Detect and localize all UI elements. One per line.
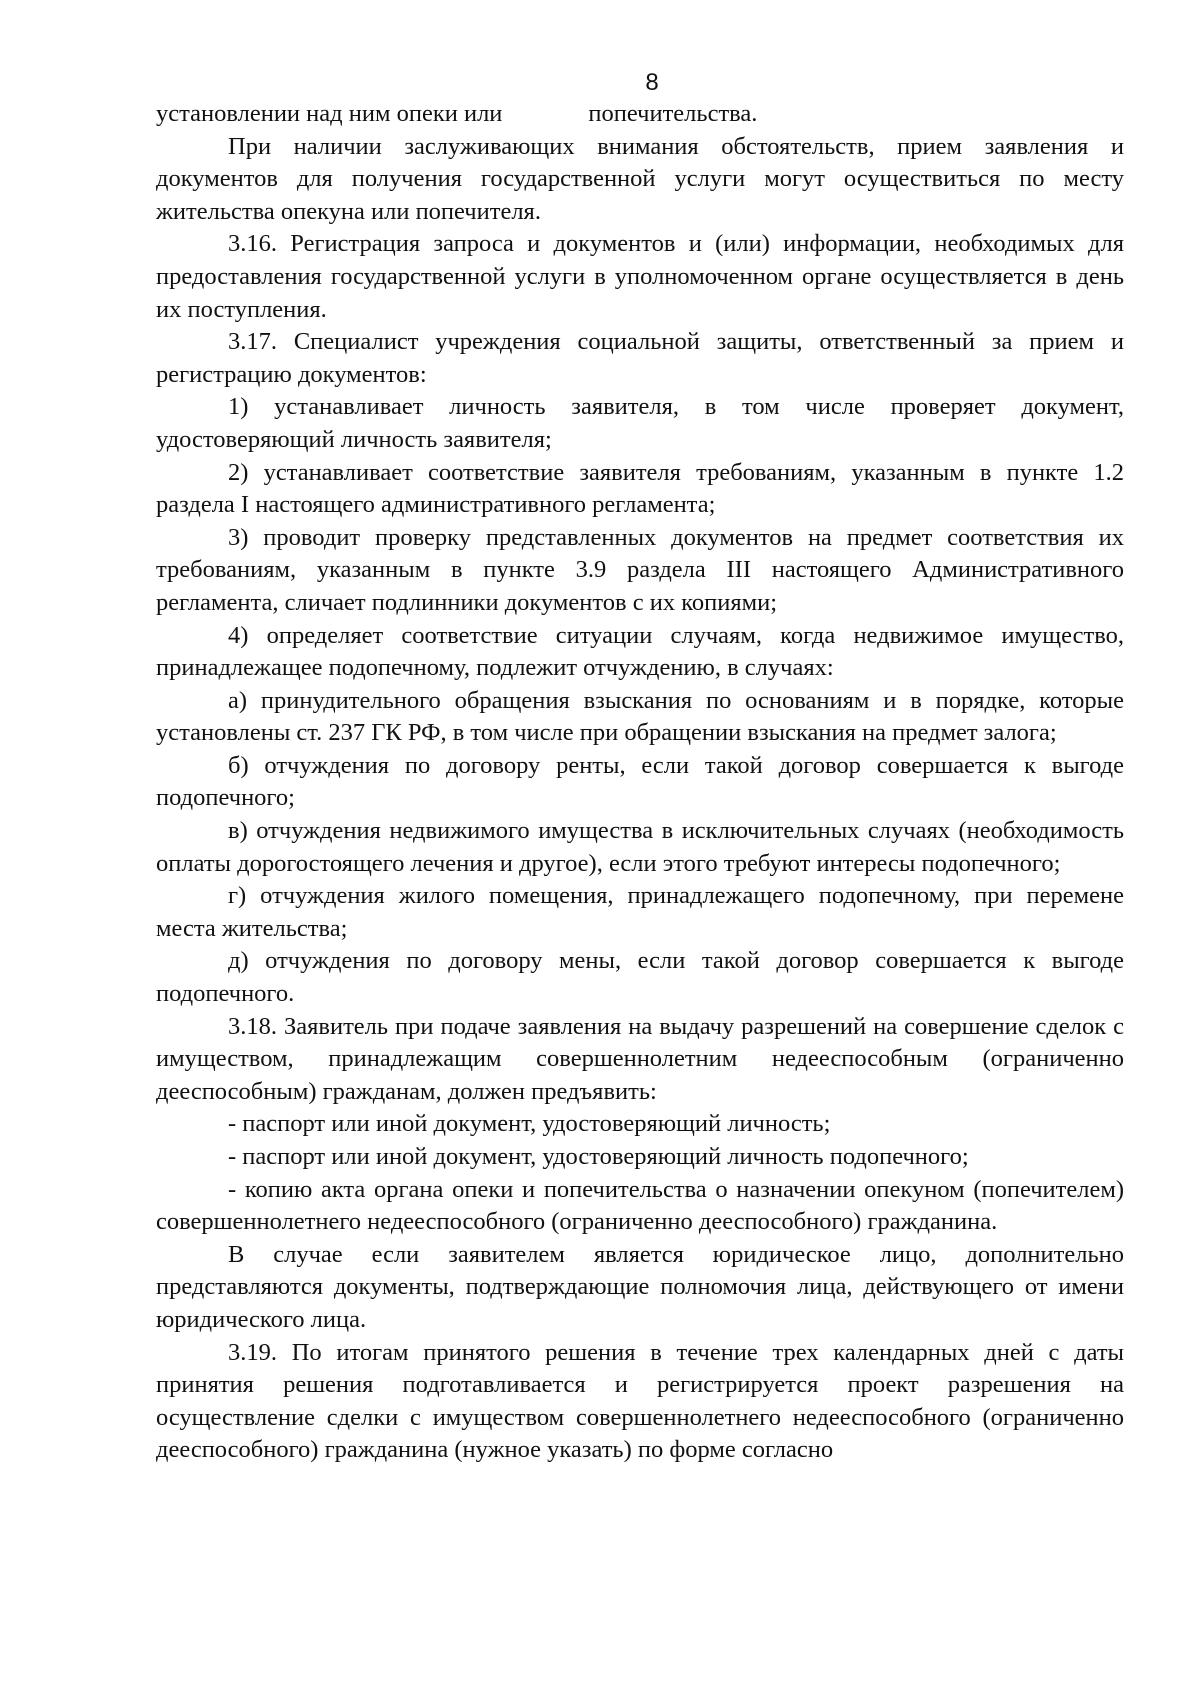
list-item-3-17-4: 4) определяет соответствие ситуации случаям, когда недвижимое имущество, принадлежащее подопечному, подлежит отчуждению, в случаях: [156, 621, 1124, 682]
list-item-3-17-2: 2) устанавливает соответствие заявителя требованиям, указанным в пункте 1.2 раздела I настоящего административного регламента; [156, 458, 1124, 519]
sub-item-b: б) отчуждения по договору ренты, если такой договор совершается к выгоде подопечного; [156, 751, 1124, 812]
list-item-3-17-3: 3) проводит проверку представленных документов на предмет соответствия их требованиям, указанным в пункте 3.9 раздела III настоящего Административного регламента, сличает подлинники документов с их копиями; [156, 523, 1124, 616]
sub-item-v: в) отчуждения недвижимого имущества в исключительных случаях (необходимость оплаты дорогостоящего лечения и другое), если этого требуют интересы подопечного; [156, 817, 1124, 877]
sub-item-g: г) отчуждения жилого помещения, принадлежащего подопечному, при перемене места жительства; [156, 882, 1124, 942]
document-page [156, 68, 1124, 1467]
page-number: 8 [645, 69, 659, 96]
dash-item-act-copy: - копию акта органа опеки и попечительства о назначении опекуном (попечителем) совершеннолетнего недееспособного (ограниченно дееспособного) гражданина. [156, 1175, 1124, 1236]
paragraph-3-18: 3.18. Заявитель при подаче заявления на выдачу разрешений на совершение сделок с имуществом, принадлежащим совершеннолетним недееспособным (ограниченно дееспособным) гражданам, должен предъявить: [156, 1012, 1124, 1105]
sub-item-d: д) отчуждения по договору мены, если такой договор совершается к выгоде подопечного. [156, 947, 1124, 1008]
paragraph-3-19: 3.19. По итогам принятого решения в течение трех календарных дней с даты принятия решения подготавливается и регистрируется проект разрешения на осуществление сделки с имуществом совершеннолетнего недееспособного (ограниченно дееспособного) гражданина (нужное указать) по форме согласно [156, 1338, 1124, 1464]
continuation-line [156, 98, 1124, 131]
dash-item-passport: - паспорт или иной документ, удостоверяющий личность; [228, 1110, 831, 1138]
paragraph-3-16: 3.16. Регистрация запроса и документов и (или) информации, необходимых для предоставления государственной услуги в уполномоченном органе осуществляется в день их поступления. [156, 230, 1124, 323]
list-item-3-17-1: 1) устанавливает личность заявителя, в том числе проверяет документ, удостоверяющий личность заявителя; [156, 393, 1124, 453]
dash-item-ward-passport: - паспорт или иной документ, удостоверяющий личность подопечного; [228, 1143, 969, 1170]
paragraph-legal-entity: В случае если заявителем является юридическое лицо, дополнительно представляются документы, подтверждающие полномочия лица, действующего от имени юридического лица. [156, 1240, 1124, 1333]
continuation-right: попечительства. [588, 100, 758, 127]
paragraph-circumstances: При наличии заслуживающих внимания обстоятельств, прием заявления и документов для получения государственной услуги могут осуществиться по месту жительства опекуна или попечителя. [156, 132, 1124, 225]
sub-item-a: а) принудительного обращения взыскания по основаниям и в порядке, которые установлены ст. 237 ГК РФ, в том числе при обращении взыскания на предмет залога; [156, 686, 1124, 747]
continuation-left: установлении над ним опеки или [156, 100, 503, 127]
paragraph-3-17: 3.17. Специалист учреждения социальной защиты, ответственный за прием и регистрацию документов: [156, 328, 1124, 388]
